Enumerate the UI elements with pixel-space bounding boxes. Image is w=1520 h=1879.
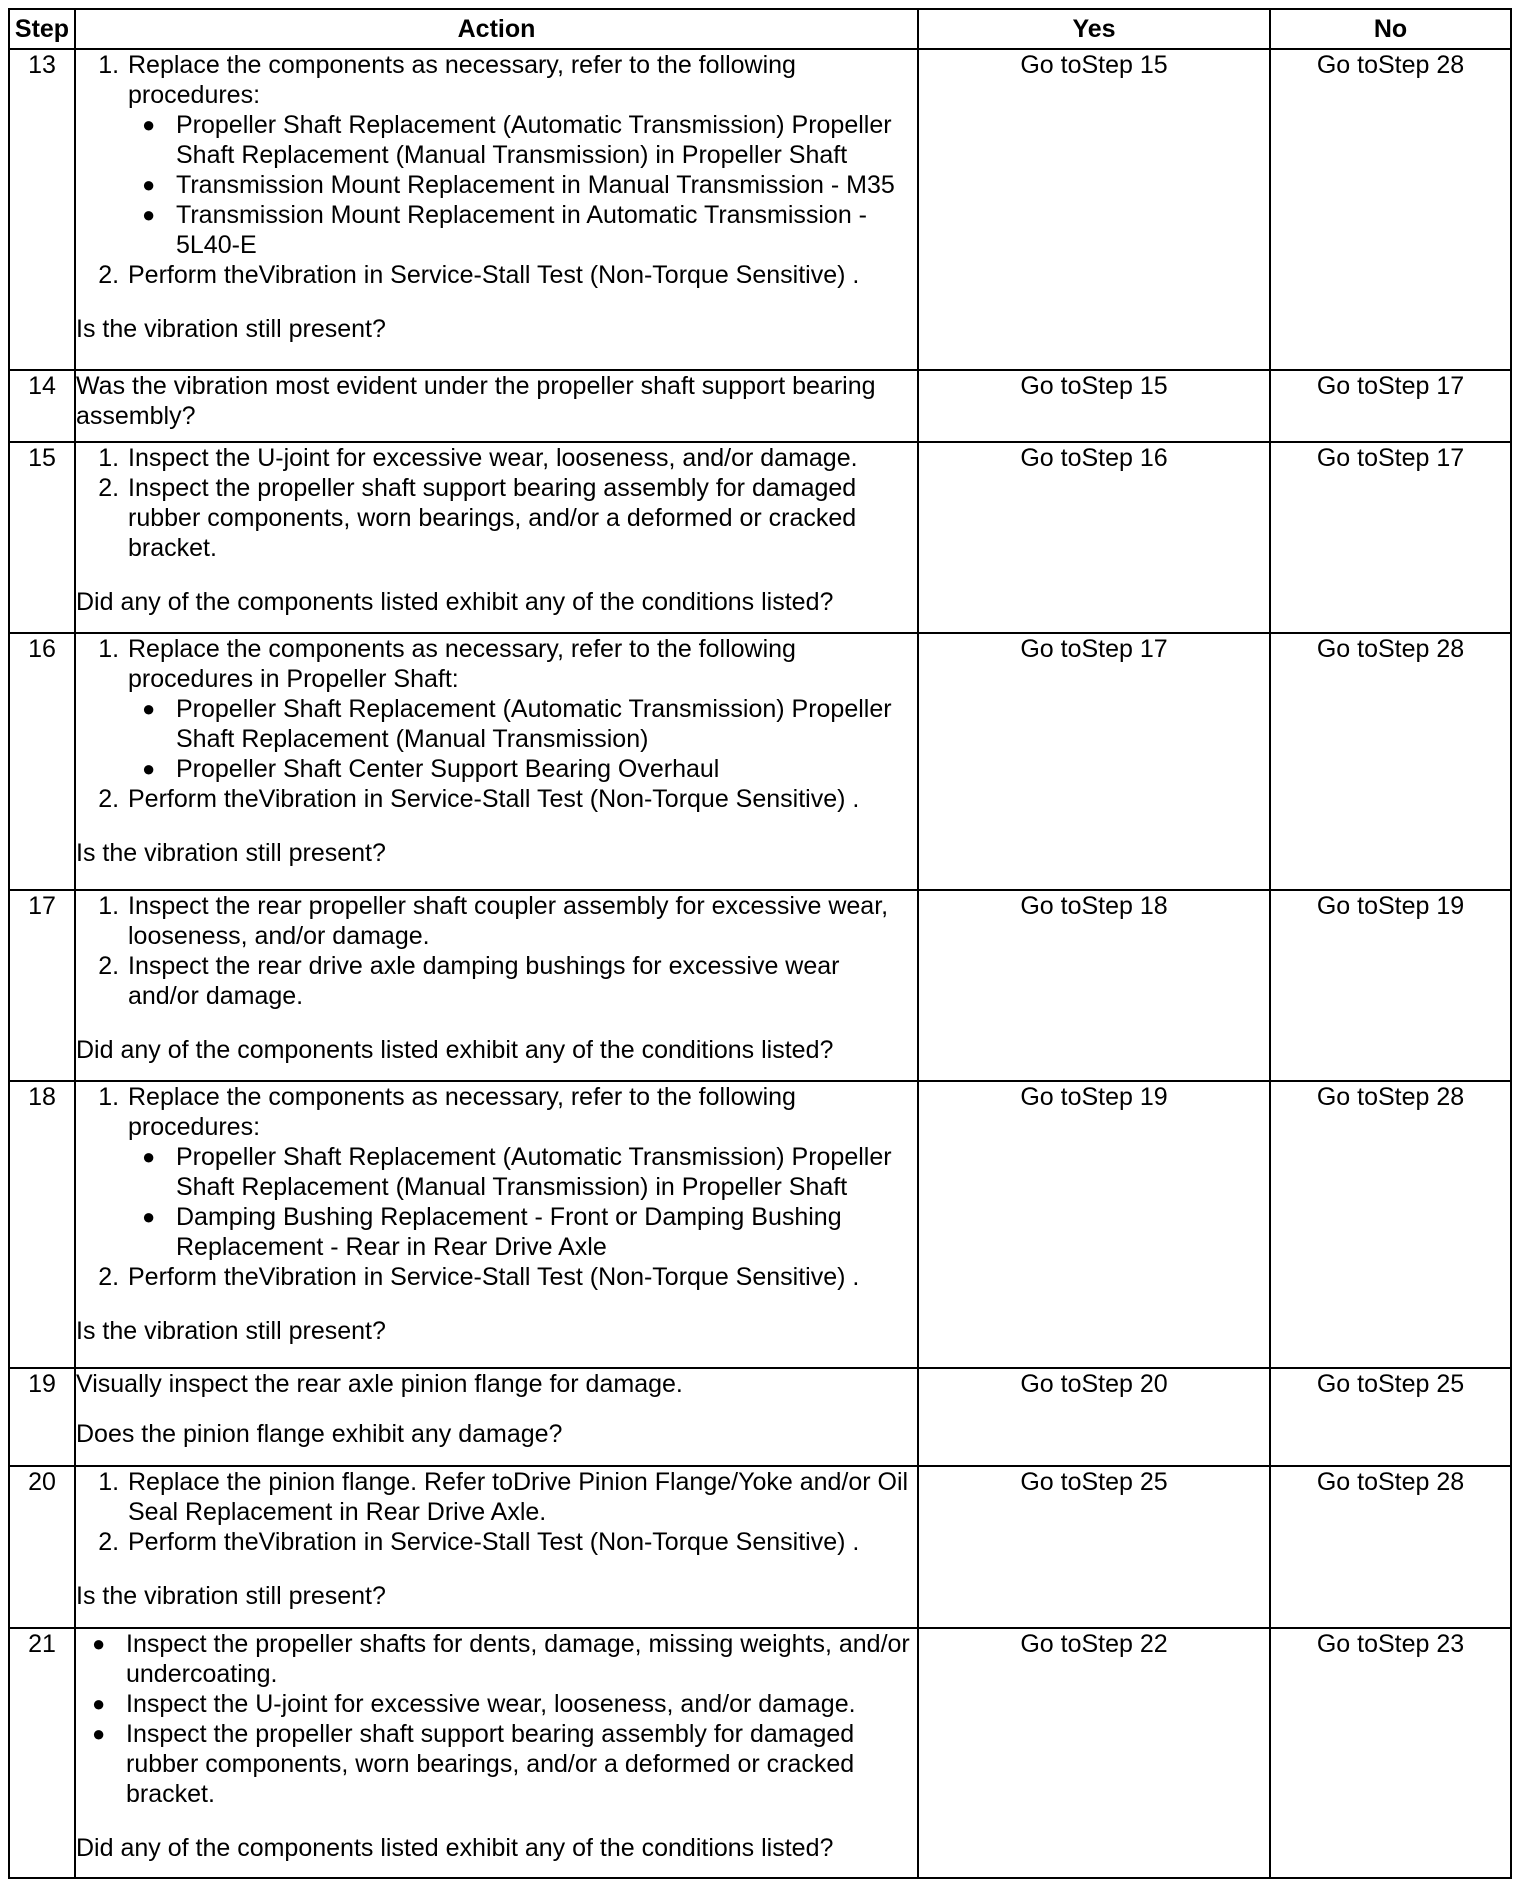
diagnostic-table [8, 8, 1512, 1879]
table-row-step-14 [9, 370, 1511, 442]
action-step: 2. Perform theVibration in Service-Stall Test (Non-Torque Sensitive) . [126, 260, 917, 290]
question-text: Is the vibration still present? [76, 315, 386, 343]
action-cell [75, 1368, 918, 1466]
table-row-step-13 [9, 49, 1511, 370]
header-no: No [1270, 9, 1511, 49]
action-cell [75, 890, 918, 1081]
no-cell: Go toStep 28 [1270, 49, 1511, 370]
action-steps [76, 1467, 917, 1557]
procedure-item: ● Propeller Shaft Replacement (Automatic Transmission) Propeller Shaft Replacement (Manual Transmission) [176, 694, 917, 754]
action-steps [76, 1082, 917, 1292]
action-cell [75, 442, 918, 633]
action-steps [76, 443, 917, 563]
table-row-step-21 [9, 1628, 1511, 1878]
action-step: 1. Inspect the rear propeller shaft coupler assembly for excessive wear, looseness, and/or damage. [126, 891, 917, 951]
action-step-text: Replace the components as necessary, refer to the following procedures in Propeller Shaft: [128, 635, 796, 693]
action-step: 2. Inspect the propeller shaft support bearing assembly for damaged rubber components, worn bearings, and/or a deformed or cracked bracket. [126, 473, 917, 563]
question-text: Did any of the components listed exhibit any of the conditions listed? [76, 1036, 834, 1064]
step-number: 13 [9, 49, 75, 370]
inspection-item: ● Inspect the propeller shafts for dents, damage, missing weights, and/or undercoating. [126, 1629, 917, 1689]
step-number: 19 [9, 1368, 75, 1466]
action-step [126, 1082, 917, 1262]
no-cell: Go toStep 17 [1270, 442, 1511, 633]
question-text: Was the vibration most evident under the propeller shaft support bearing assembly? [76, 372, 876, 430]
action-step: 2. Perform theVibration in Service-Stall Test (Non-Torque Sensitive) . [126, 1527, 917, 1557]
procedure-item: ● Transmission Mount Replacement in Manual Transmission - M35 [176, 170, 917, 200]
no-cell: Go toStep 28 [1270, 1081, 1511, 1368]
procedure-item: ● Propeller Shaft Center Support Bearing Overhaul [176, 754, 917, 784]
procedure-item: ● Propeller Shaft Replacement (Automatic Transmission) Propeller Shaft Replacement (Manual Transmission) in Propeller Shaft [176, 110, 917, 170]
action-cell [75, 633, 918, 890]
yes-cell: Go toStep 20 [918, 1368, 1270, 1466]
action-step [126, 634, 917, 784]
table-row-step-20 [9, 1466, 1511, 1628]
procedure-list [128, 1142, 917, 1262]
no-cell: Go toStep 17 [1270, 370, 1511, 442]
action-cell [75, 1628, 918, 1878]
yes-cell: Go toStep 22 [918, 1628, 1270, 1878]
step-number: 20 [9, 1466, 75, 1628]
action-text: Visually inspect the rear axle pinion flange for damage. [76, 1370, 683, 1398]
action-cell [75, 49, 918, 370]
question-text: Did any of the components listed exhibit any of the conditions listed? [76, 1834, 834, 1862]
no-cell: Go toStep 19 [1270, 890, 1511, 1081]
table-row-step-16 [9, 633, 1511, 890]
yes-cell: Go toStep 15 [918, 370, 1270, 442]
action-step: 2. Inspect the rear drive axle damping bushings for excessive wear and/or damage. [126, 951, 917, 1011]
yes-cell: Go toStep 18 [918, 890, 1270, 1081]
inspection-item: ● Inspect the U-joint for excessive wear, looseness, and/or damage. [126, 1689, 917, 1719]
action-cell [75, 370, 918, 442]
action-cell [75, 1466, 918, 1628]
no-cell: Go toStep 25 [1270, 1368, 1511, 1466]
procedure-item: ● Propeller Shaft Replacement (Automatic Transmission) Propeller Shaft Replacement (Manual Transmission) in Propeller Shaft [176, 1142, 917, 1202]
table-row-step-15 [9, 442, 1511, 633]
yes-cell: Go toStep 17 [918, 633, 1270, 890]
action-step: 1. Replace the pinion flange. Refer toDrive Pinion Flange/Yoke and/or Oil Seal Replacement in Rear Drive Axle. [126, 1467, 917, 1527]
inspection-list [76, 1629, 917, 1809]
action-step-text: Replace the components as necessary, refer to the following procedures: [128, 51, 796, 109]
action-step [126, 50, 917, 260]
action-steps [76, 634, 917, 814]
table-row-step-19 [9, 1368, 1511, 1466]
step-number: 17 [9, 890, 75, 1081]
step-number: 18 [9, 1081, 75, 1368]
no-cell: Go toStep 28 [1270, 1466, 1511, 1628]
question-text: Does the pinion flange exhibit any damage? [76, 1420, 563, 1448]
inspection-item: ● Inspect the propeller shaft support bearing assembly for damaged rubber components, worn bearings, and/or a deformed or cracked bracket. [126, 1719, 917, 1809]
procedure-item: ● Damping Bushing Replacement - Front or Damping Bushing Replacement - Rear in Rear Drive Axle [176, 1202, 917, 1262]
procedure-list [128, 694, 917, 784]
action-step: 2. Perform theVibration in Service-Stall Test (Non-Torque Sensitive) . [126, 1262, 917, 1292]
action-steps [76, 891, 917, 1011]
question-text: Is the vibration still present? [76, 1317, 386, 1345]
action-step: 1. Inspect the U-joint for excessive wear, looseness, and/or damage. [126, 443, 917, 473]
yes-cell: Go toStep 15 [918, 49, 1270, 370]
no-cell: Go toStep 28 [1270, 633, 1511, 890]
header-row [9, 9, 1511, 49]
yes-cell: Go toStep 19 [918, 1081, 1270, 1368]
action-steps [76, 50, 917, 290]
action-step-text: Replace the components as necessary, refer to the following procedures: [128, 1083, 796, 1141]
table-row-step-17 [9, 890, 1511, 1081]
step-number: 14 [9, 370, 75, 442]
table-row-step-18 [9, 1081, 1511, 1368]
question-text: Did any of the components listed exhibit any of the conditions listed? [76, 588, 834, 616]
header-action: Action [75, 9, 918, 49]
header-step: Step [9, 9, 75, 49]
step-number: 16 [9, 633, 75, 890]
procedure-item: ● Transmission Mount Replacement in Automatic Transmission - 5L40-E [176, 200, 917, 260]
step-number: 15 [9, 442, 75, 633]
question-text: Is the vibration still present? [76, 839, 386, 867]
question-text: Is the vibration still present? [76, 1582, 386, 1610]
no-cell: Go toStep 23 [1270, 1628, 1511, 1878]
action-cell [75, 1081, 918, 1368]
header-yes: Yes [918, 9, 1270, 49]
yes-cell: Go toStep 16 [918, 442, 1270, 633]
step-number: 21 [9, 1628, 75, 1878]
action-step: 2. Perform theVibration in Service-Stall Test (Non-Torque Sensitive) . [126, 784, 917, 814]
procedure-list [128, 110, 917, 260]
yes-cell: Go toStep 25 [918, 1466, 1270, 1628]
